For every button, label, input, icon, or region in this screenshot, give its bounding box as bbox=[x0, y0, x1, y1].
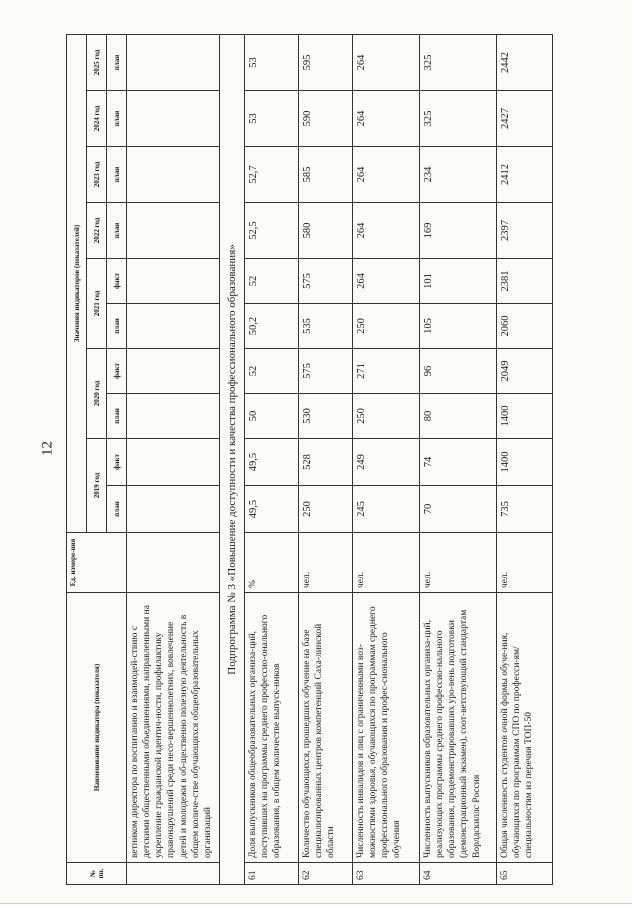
header-2021: 2021 год bbox=[87, 259, 107, 349]
header-fact: факт bbox=[107, 259, 127, 304]
header-2022: 2022 год bbox=[87, 203, 107, 259]
row-value: 271 bbox=[353, 349, 420, 394]
row-value: 535 bbox=[299, 304, 353, 349]
row-value: 264 bbox=[353, 147, 420, 203]
row-unit: чел. bbox=[497, 533, 553, 593]
header-plan: план bbox=[107, 486, 127, 533]
header-fact: факт bbox=[107, 349, 127, 394]
row-num: 65 bbox=[497, 863, 553, 885]
row-value: 2442 bbox=[497, 34, 553, 90]
row-value: 528 bbox=[299, 439, 353, 486]
row-value: 2381 bbox=[497, 259, 553, 304]
indicators-table bbox=[66, 34, 553, 885]
header-unit: Ед. измере-ния bbox=[67, 533, 127, 593]
row-value: 49,5 bbox=[245, 439, 299, 486]
row-value: 325 bbox=[420, 34, 497, 90]
row-num: 64 bbox=[420, 863, 497, 885]
rotated-table-wrapper bbox=[66, 35, 536, 885]
row-value: 50 bbox=[245, 394, 299, 439]
row-value: 250 bbox=[353, 304, 420, 349]
header-2024: 2024 год bbox=[87, 91, 107, 147]
row-value: 80 bbox=[420, 394, 497, 439]
header-plan: план bbox=[107, 203, 127, 259]
row-value: 735 bbox=[497, 486, 553, 533]
page-number: 12 bbox=[39, 441, 56, 456]
row-value: 580 bbox=[299, 203, 353, 259]
row-value: 590 bbox=[299, 91, 353, 147]
row-value: 70 bbox=[420, 486, 497, 533]
row-value: 1400 bbox=[497, 439, 553, 486]
continuation-text: ветником директора по воспитанию и взаимодей-ствию с детскими общественными объединениями, направленными на укрепление гражданской идентич-ности, профилактику правонарушений среди несо-вершеннолетних, вовлечение детей и молодежи в об-щественно полезную деятельность в общем количе-стве обучающихся общеобразовательных организаций bbox=[127, 593, 220, 863]
row-unit: чел. bbox=[353, 533, 420, 593]
row-name: Численность выпускников образовательных организа-ций, реализующих программы среднего профессио-нального образования, продемонстрировавших уро-вень подготовки (демонстрационный экзамен), соот-ветствующий стандартам Ворлдскиллс Россия bbox=[420, 593, 497, 863]
row-num: 62 bbox=[299, 863, 353, 885]
row-name: Численность инвалидов и лиц с ограниченными воз-можностями здоровья, обучающихся по программам среднего профессионального образования и профес-сионального обучения bbox=[353, 593, 420, 863]
row-value: 249 bbox=[353, 439, 420, 486]
row-value: 250 bbox=[299, 486, 353, 533]
row-value: 264 bbox=[353, 203, 420, 259]
header-plan: план bbox=[107, 147, 127, 203]
row-value: 250 bbox=[353, 394, 420, 439]
row-value: 101 bbox=[420, 259, 497, 304]
header-num: № пп. bbox=[67, 863, 127, 885]
row-value: 52 bbox=[245, 349, 299, 394]
row-value: 49,5 bbox=[245, 486, 299, 533]
table-row bbox=[353, 34, 420, 884]
row-value: 530 bbox=[299, 394, 353, 439]
table-row bbox=[299, 34, 353, 884]
row-value: 169 bbox=[420, 203, 497, 259]
row-value: 52,5 bbox=[245, 203, 299, 259]
row-value: 2412 bbox=[497, 147, 553, 203]
row-unit: чел. bbox=[420, 533, 497, 593]
row-value: 264 bbox=[353, 91, 420, 147]
row-name: Количество обучающихся, прошедших обучение на базе специализированных центров компетенций Саха-линской области bbox=[299, 593, 353, 863]
row-num: 63 bbox=[353, 863, 420, 885]
header-plan: план bbox=[107, 304, 127, 349]
continuation-num-cell bbox=[127, 863, 220, 885]
row-unit: чел. bbox=[299, 533, 353, 593]
header-2020: 2020 год bbox=[87, 349, 107, 439]
row-value: 575 bbox=[299, 259, 353, 304]
row-num: 61 bbox=[245, 863, 299, 885]
row-value: 264 bbox=[353, 259, 420, 304]
header-plan: план bbox=[107, 91, 127, 147]
row-value: 53 bbox=[245, 34, 299, 90]
table-row bbox=[245, 34, 299, 884]
header-plan: план bbox=[107, 394, 127, 439]
row-value: 53 bbox=[245, 91, 299, 147]
header-values: Значения индикаторов (показателей) bbox=[67, 34, 87, 532]
row-value: 105 bbox=[420, 304, 497, 349]
row-name: Доля выпускников общеобразовательных организа-ций, поступивших на программы среднего профессио-онального образования, в общем количестве выпуск-ников bbox=[245, 593, 299, 863]
row-value: 74 bbox=[420, 439, 497, 486]
table-row bbox=[420, 34, 497, 884]
row-value: 2427 bbox=[497, 91, 553, 147]
row-value: 245 bbox=[353, 486, 420, 533]
header-2023: 2023 год bbox=[87, 147, 107, 203]
row-value: 52,7 bbox=[245, 147, 299, 203]
header-fact: факт bbox=[107, 439, 127, 486]
row-value: 234 bbox=[420, 147, 497, 203]
row-value: 575 bbox=[299, 349, 353, 394]
row-value: 2397 bbox=[497, 203, 553, 259]
header-2025: 2025 год bbox=[87, 34, 107, 90]
header-2019: 2019 год bbox=[87, 439, 107, 533]
scan-edge-line bbox=[0, 903, 632, 904]
row-name: Общая численность студентов очной формы обуче-ния, обучающихся по программам СПО по професси-ям/специальностям из перечня ТОП-50 bbox=[497, 593, 553, 863]
row-unit: % bbox=[245, 533, 299, 593]
row-value: 585 bbox=[299, 147, 353, 203]
row-value: 52 bbox=[245, 259, 299, 304]
row-value: 2049 bbox=[497, 349, 553, 394]
row-value: 595 bbox=[299, 34, 353, 90]
table-body bbox=[245, 34, 553, 884]
header-name: Наименование индикатора (показателя) bbox=[67, 593, 127, 863]
row-value: 96 bbox=[420, 349, 497, 394]
header-plan: план bbox=[107, 34, 127, 90]
row-value: 264 bbox=[353, 34, 420, 90]
table-row bbox=[497, 34, 553, 884]
row-value: 50,2 bbox=[245, 304, 299, 349]
subprogram-title: Подпрограмма № 3 «Повышение доступности и качества профессионального образования» bbox=[220, 34, 245, 884]
row-value: 1400 bbox=[497, 394, 553, 439]
row-value: 325 bbox=[420, 91, 497, 147]
row-value: 2060 bbox=[497, 304, 553, 349]
